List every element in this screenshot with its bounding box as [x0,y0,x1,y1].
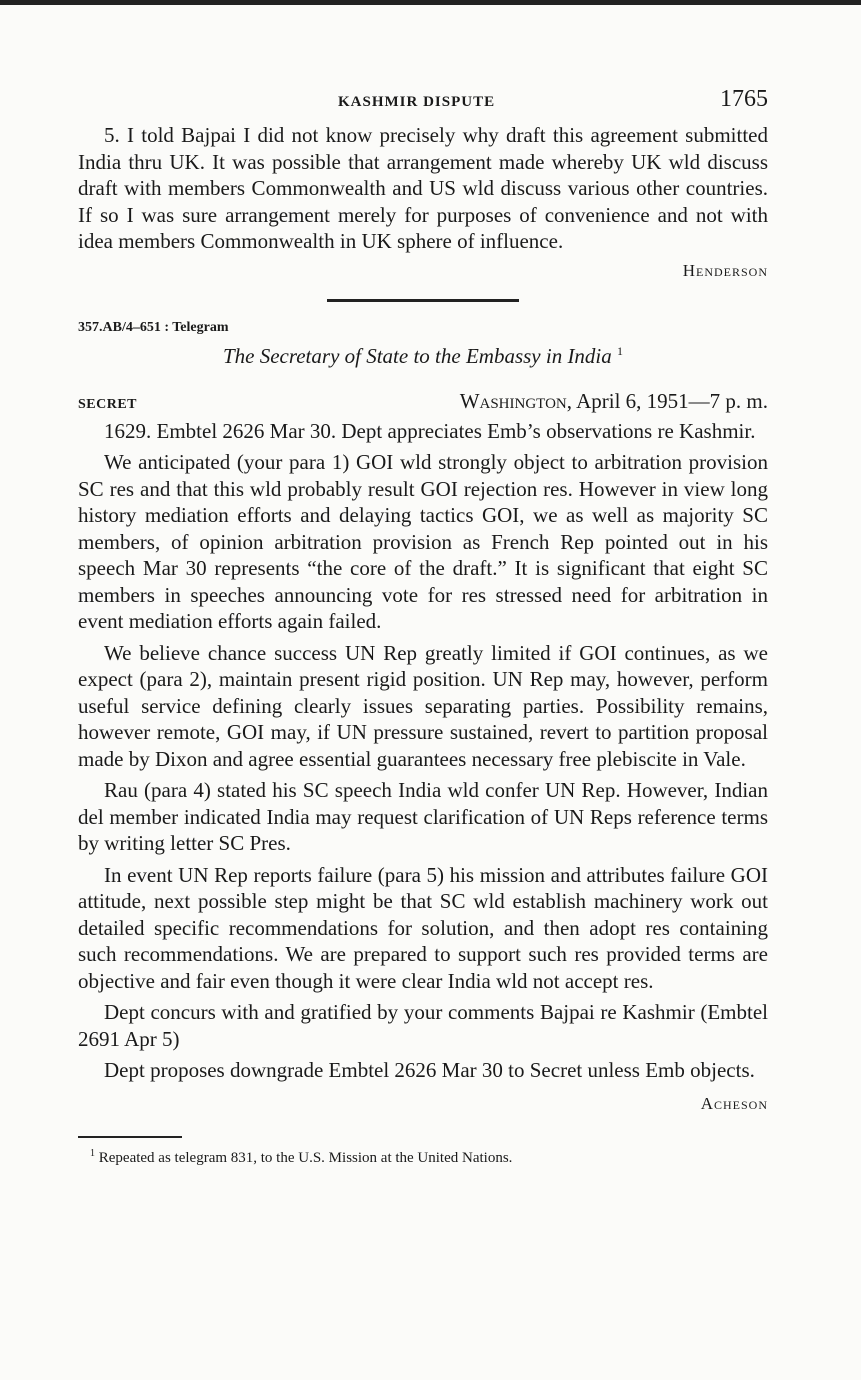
page-number: 1765 [720,86,768,112]
body-paragraph-4: Rau (para 4) stated his SC speech India wld confer UN Rep. However, Indian del member indicated India may request clarification of UN Reps reference terms by writing letter SC Pres. [78,778,768,855]
running-title: KASHMIR DISPUTE [338,94,496,110]
body-paragraph-2: We anticipated (your para 1) GOI wld strongly object to arbitration provision SC res and that this wld probably result GOI rejection res. However in view long history mediation efforts and delaying tactics GOI, we as well as majority SC members, of opinion arbitration provision as French Rep pointed out in his speech Mar 30 represents “the core of the draft.” It is significant that eight SC members in speeches announcing vote for res stressed need for arbitration in event mediation efforts again failed. [78,450,768,633]
body-paragraph-6: Dept concurs with and gratified by your comments Bajpai re Kashmir (Embtel 2691 Apr 5) [78,1000,768,1051]
file-number: 357.AB/4–651 : Telegram [78,319,229,335]
prev-document-paragraph: 5. I told Bajpai I did not know precisely why draft this agreement submitted India thru UK. It was possible that arrangement made whereby UK wld discuss draft with members Commonwealth and US wld discuss various other countries. If so I was sure arrangement merely for purposes of convenience and not with idea members Commonwealth in UK sphere of influence. [78,123,768,253]
document-page [78,82,768,1168]
document-title-text: The Secretary of State to the Embassy in India [222,343,612,368]
page-top-edge [0,0,861,5]
document-signature: Acheson [700,1093,768,1113]
classification: SECRET [78,396,138,412]
title-footnote-mark: 1 [617,343,624,358]
footnote-text: Repeated as telegram 831, to the U.S. Mission at the United Nations. [98,1149,513,1166]
body-paragraph-1: 1629. Embtel 2626 Mar 30. Dept appreciates Emb’s observations re Kashmir. [104,418,756,443]
body-paragraph-7: Dept proposes downgrade Embtel 2626 Mar 30 to Secret unless Emb objects. [104,1058,755,1082]
body-paragraph-3: We believe chance success UN Rep greatly limited if GOI continues, as we expect (para 2), maintain present rigid position. UN Rep may, however, perform useful service defining clearly issues separating parties. Possibility remains, however remote, GOI may, if UN pressure sustained, revert to partition proposal made by Dixon and agree essential guarantees necessary free plebiscite in Vale. [78,640,768,771]
body-paragraph-5: In event UN Rep reports failure (para 5) his mission and attributes failure GOI attitude, next possible step might be that SC wld establish machinery work out detailed specific recommendations for solution, and then adopt res containing such recommendations. We are prepared to support such res provided terms are objective and fair even though it were clear India wld not accept res. [78,862,768,993]
footnote [78,1144,768,1168]
dateline [460,389,768,414]
prev-document-signature: Henderson [682,260,768,280]
section-divider [327,299,519,302]
document-title [78,344,768,369]
telegram-header [78,389,768,414]
dateline-place: Washington [459,388,567,413]
dateline-date: , April 6, 1951—7 p. m. [566,388,768,413]
footnote-rule [78,1136,182,1138]
footnote-mark: 1 [90,1147,95,1159]
running-header [78,82,768,122]
